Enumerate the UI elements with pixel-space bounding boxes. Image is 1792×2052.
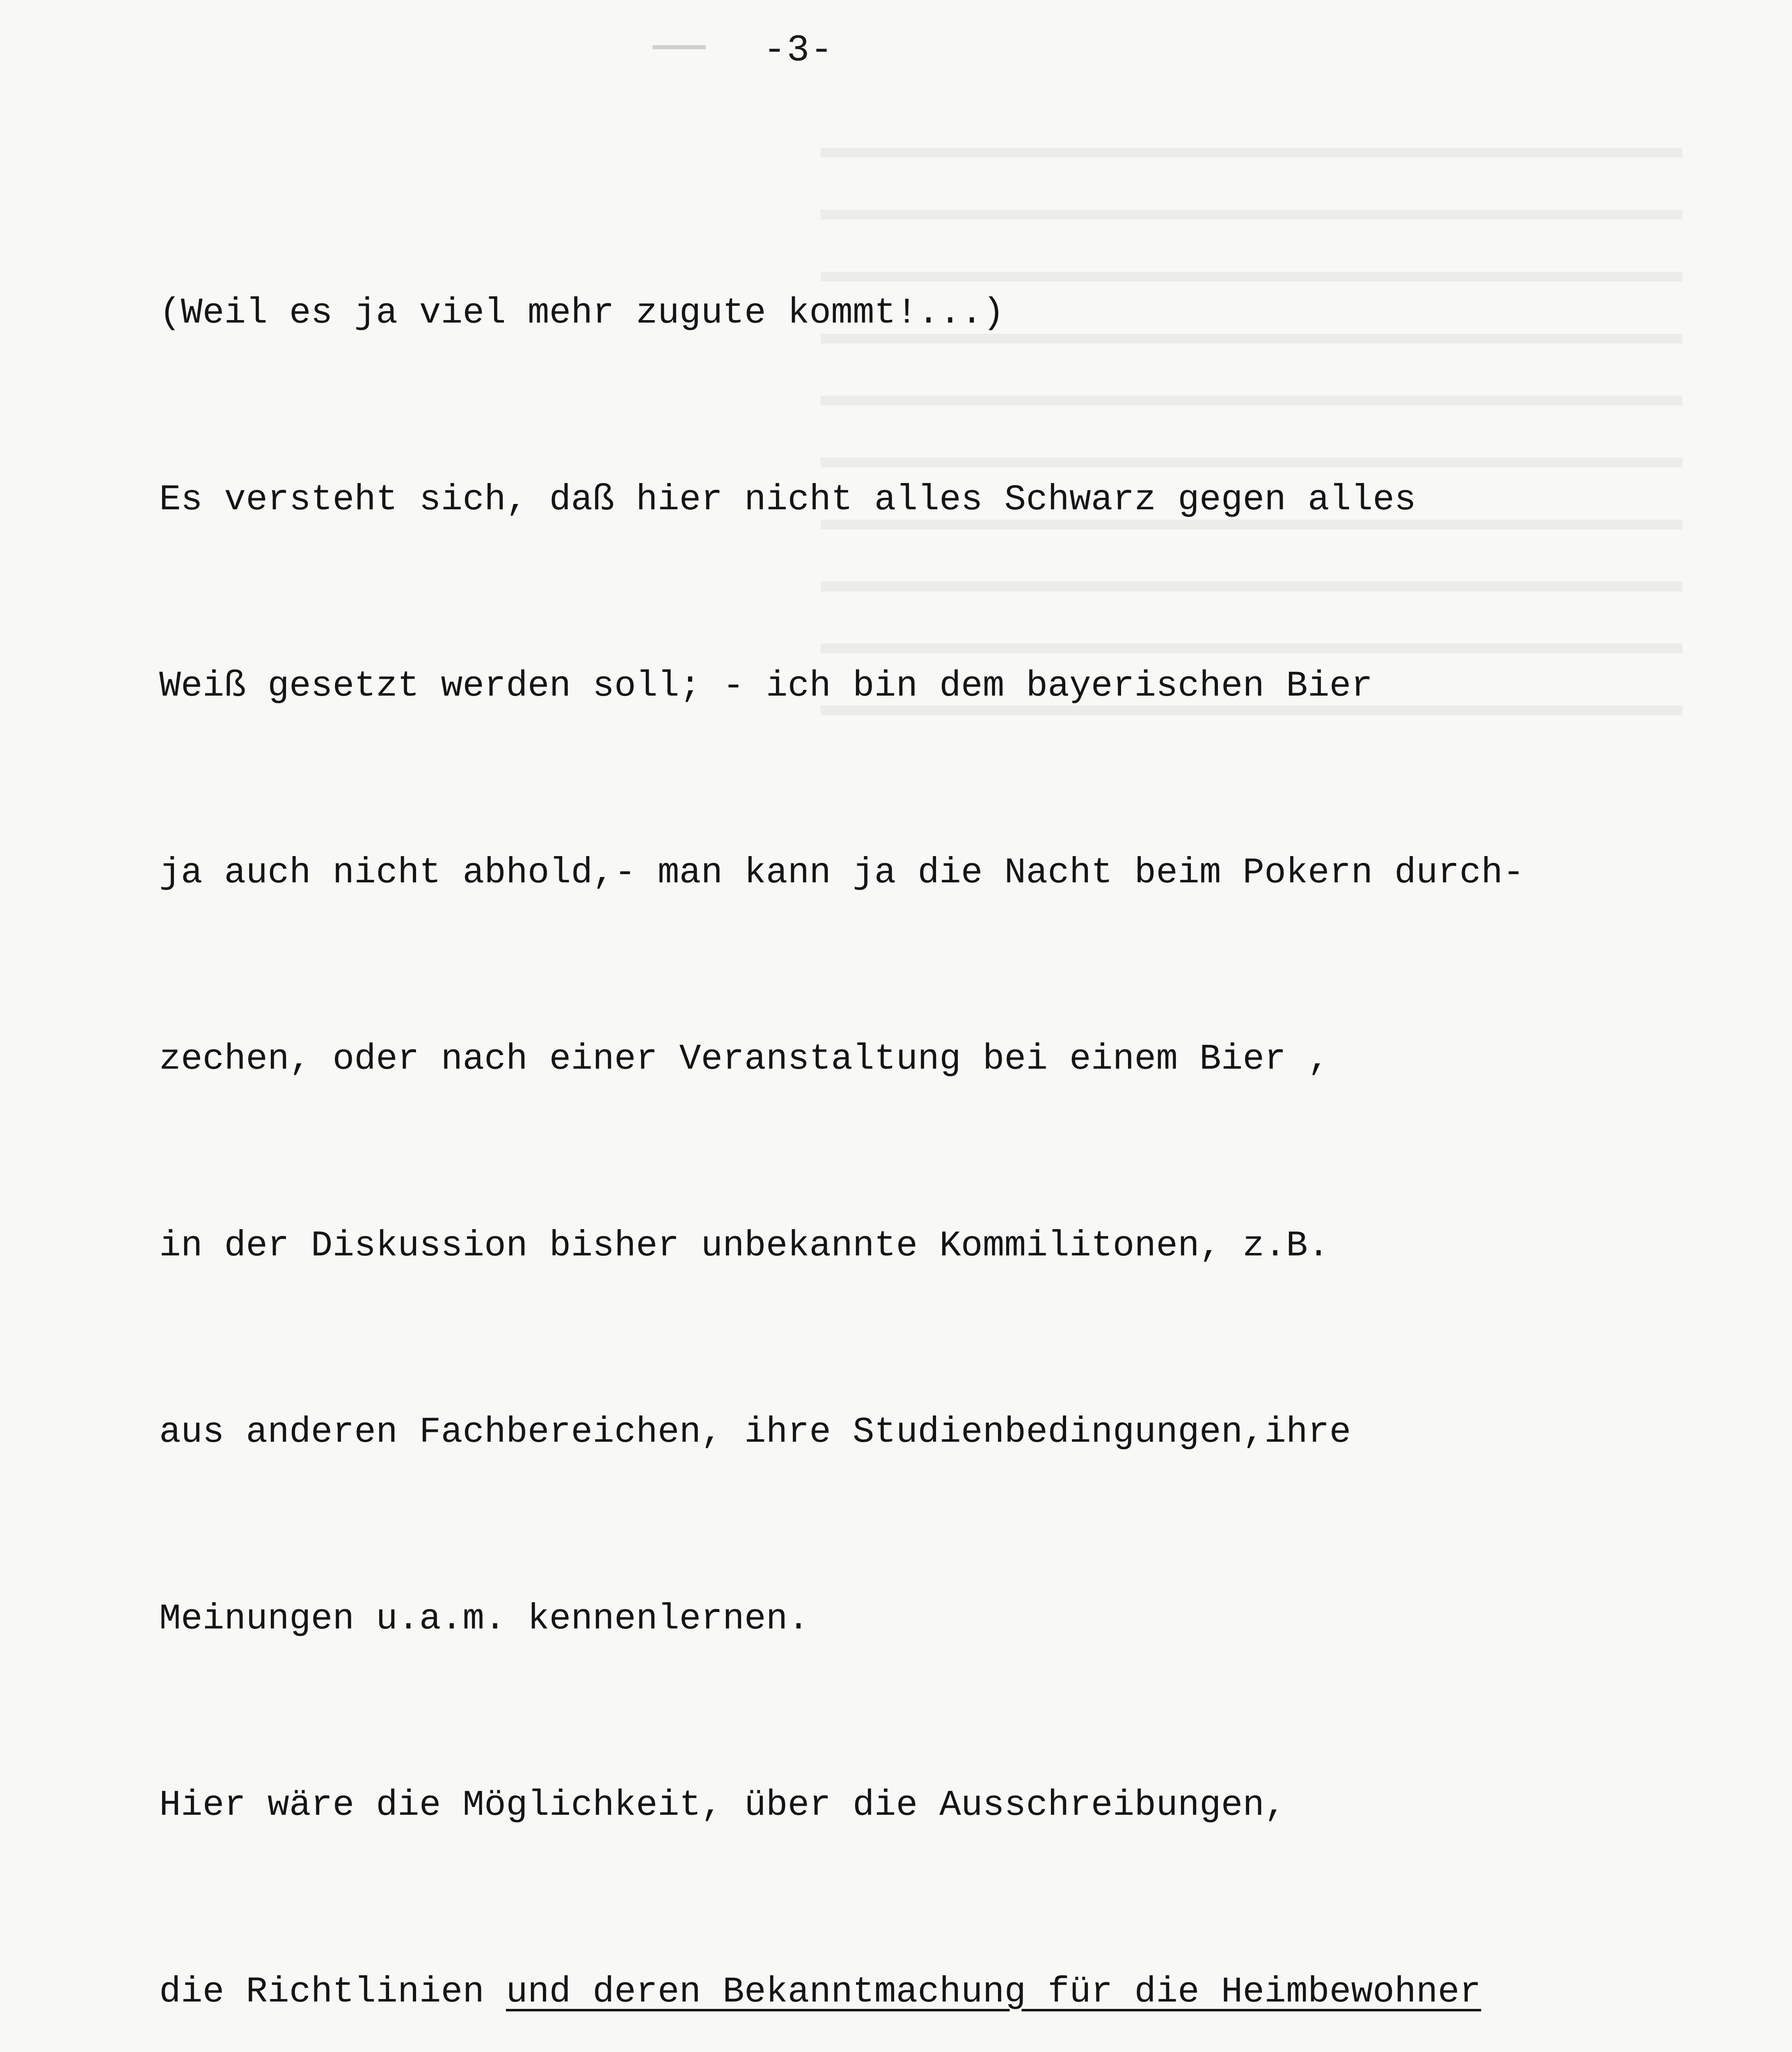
text-line-with-underline bbox=[159, 1961, 1719, 2024]
underlined-phrase: und deren Bekanntmachung für die Heimbewohner bbox=[506, 1972, 1481, 2013]
text-segment: die Richtlinien bbox=[159, 1972, 506, 2013]
typed-text-body bbox=[159, 158, 1719, 2052]
text-line: (Weil es ja viel mehr zugute kommt!...) bbox=[159, 293, 1005, 334]
text-line: Meinungen u.a.m. kennenlernen. bbox=[159, 1599, 810, 1640]
page-number: -3- bbox=[763, 29, 834, 72]
text-line: Weiß gesetzt werden soll; - ich bin dem bayerischen Bier bbox=[159, 666, 1373, 707]
text-line: in der Diskussion bisher unbekannte Kommilitonen, z.B. bbox=[159, 1225, 1330, 1266]
text-line: zechen, oder nach einer Veranstaltung bei einem Bier , bbox=[159, 1039, 1330, 1080]
text-line: ja auch nicht abhold,- man kann ja die Nacht beim Pokern durch- bbox=[159, 852, 1524, 893]
text-line: aus anderen Fachbereichen, ihre Studienbedingungen,ihre bbox=[159, 1412, 1351, 1453]
text-line: Hier wäre die Möglichkeit, über die Ausschreibungen, bbox=[159, 1785, 1286, 1826]
page-number-dash bbox=[652, 45, 706, 49]
text-line: Es versteht sich, daß hier nicht alles Schwarz gegen alles bbox=[159, 479, 1416, 520]
